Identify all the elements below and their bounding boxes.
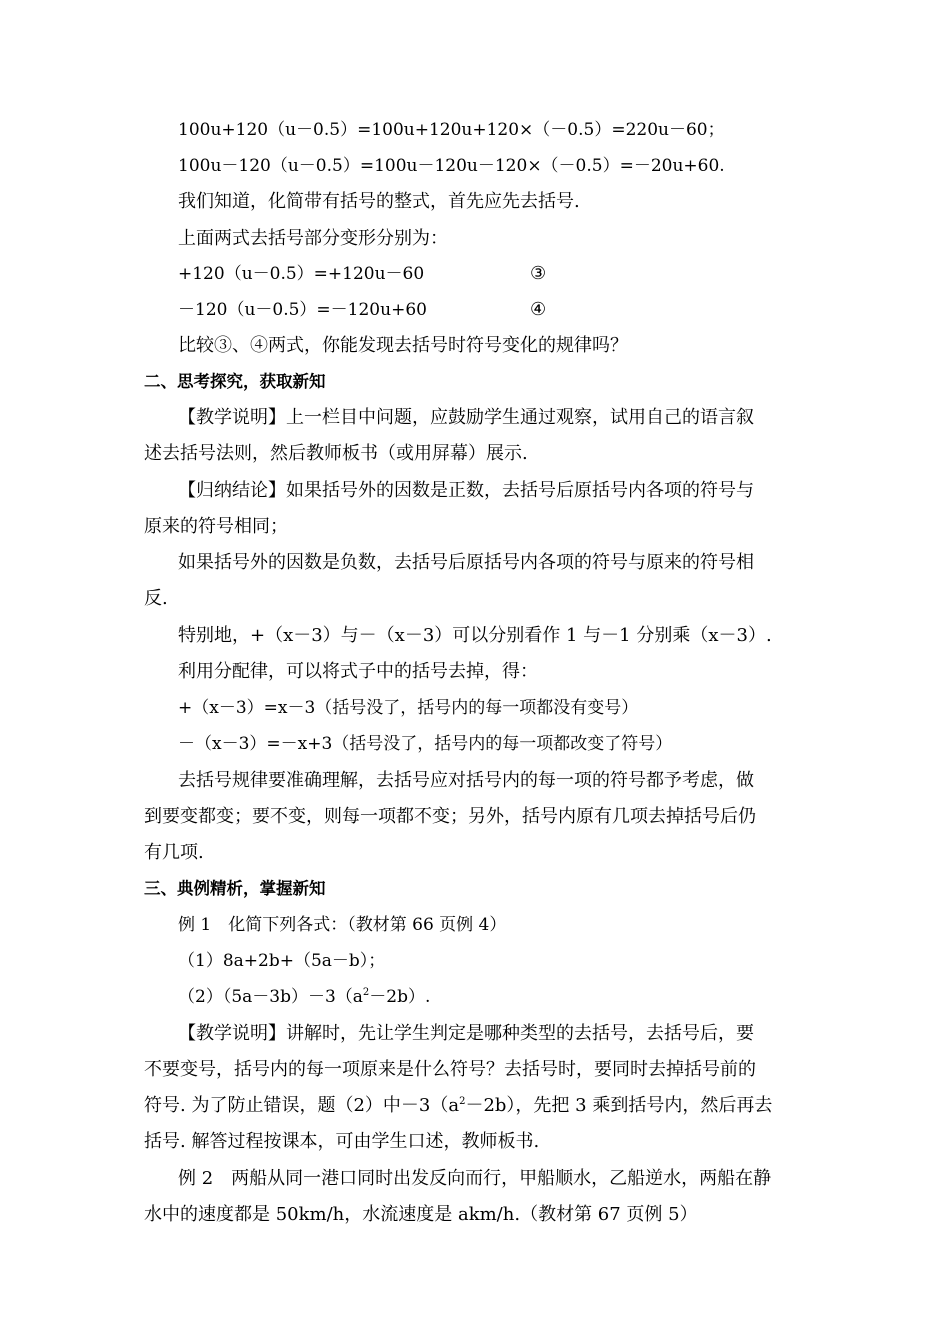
equation-marker-4: ④	[530, 299, 547, 320]
paragraph-line: 不要变号，括号内的每一项原来是什么符号？去括号时，要同时去掉括号前的	[144, 1059, 756, 1080]
paragraph-line: 【教学说明】讲解时，先让学生判定是哪种类型的去括号，去括号后，要	[178, 1023, 754, 1044]
equation-line-1: 100u+120（u－0.5）=100u+120u+120×（－0.5）=220u－60；	[178, 120, 725, 140]
paragraph-line: 如果括号外的因数是负数，去括号后原括号内各项的符号与原来的符号相	[178, 552, 754, 573]
example-1-title: 例 1 化简下列各式：（教材第 66 页例 4）	[178, 915, 507, 935]
section-heading-3: 三、典例精析，掌握新知	[144, 879, 326, 898]
example-2-line: 水中的速度都是 50km/h，水流速度是 akm/h.（教材第 67 页例 5）	[144, 1204, 698, 1225]
paragraph-line: 特别地，+（x－3）与－（x－3）可以分别看作 1 与－1 分别乘（x－3）.	[178, 625, 772, 646]
paragraph-line: 【归纳结论】如果括号外的因数是正数，去括号后原括号内各项的符号与	[178, 480, 754, 501]
paragraph-line: 述去括号法则，然后教师板书（或用屏幕）展示.	[144, 443, 528, 464]
paragraph-line: 上面两式去括号部分变形分别为：	[178, 228, 448, 249]
example-1-part-1: （1）8a+2b+（5a－b）；	[178, 951, 386, 971]
paragraph-line: 【教学说明】上一栏目中问题，应鼓励学生通过观察，试用自己的语言叙	[178, 407, 754, 428]
equation-line: －（x－3）=－x+3（括号没了，括号内的每一项都改变了符号）	[178, 734, 673, 754]
paragraph-line: 有几项.	[144, 842, 204, 863]
paragraph-line: 利用分配律，可以将式子中的括号去掉，得：	[178, 661, 538, 682]
example-1-part-2: $(2)(5a-3b)-3(a^2-2b)$.	[178, 987, 431, 1007]
equation-line-2: 100u－120（u－0.5）=100u－120u－120×（－0.5）=－20u+60.	[178, 156, 725, 176]
paragraph-line: 反.	[144, 588, 168, 609]
paragraph-line: 符号. 为了防止错误，题（2）中$-3(a^2-2b)$，先把 3 乘到括号内，然后再去	[144, 1095, 773, 1116]
superscript: 2	[459, 1096, 466, 1107]
paragraph-line: 去括号规律要准确理解，去括号应对括号内的每一项的符号都予考虑，做	[178, 770, 754, 791]
paragraph-line: 原来的符号相同；	[144, 516, 288, 537]
equation-line: +（x－3）=x－3（括号没了，括号内的每一项都没有变号）	[178, 698, 639, 718]
paragraph-line: 我们知道，化简带有括号的整式，首先应先去括号.	[178, 191, 580, 212]
section-heading-2: 二、思考探究，获取新知	[144, 372, 326, 391]
equation-line-3: +120（u－0.5）=+120u－60	[178, 264, 425, 284]
paragraph-line: 括号. 解答过程按课本，可由学生口述，教师板书.	[144, 1131, 540, 1152]
example-2-line: 例 2 两船从同一港口同时出发反向而行，甲船顺水，乙船逆水，两船在静	[178, 1168, 772, 1189]
equation-marker-3: ③	[530, 263, 547, 284]
superscript: 2	[362, 987, 370, 998]
paragraph-line: 比较③、④两式，你能发现去括号时符号变化的规律吗？	[178, 335, 628, 356]
equation-line-4: －120（u－0.5）=－120u+60	[178, 300, 427, 320]
paragraph-line: 到要变都变；要不变，则每一项都不变；另外，括号内原有几项去掉括号后仍	[144, 806, 756, 827]
